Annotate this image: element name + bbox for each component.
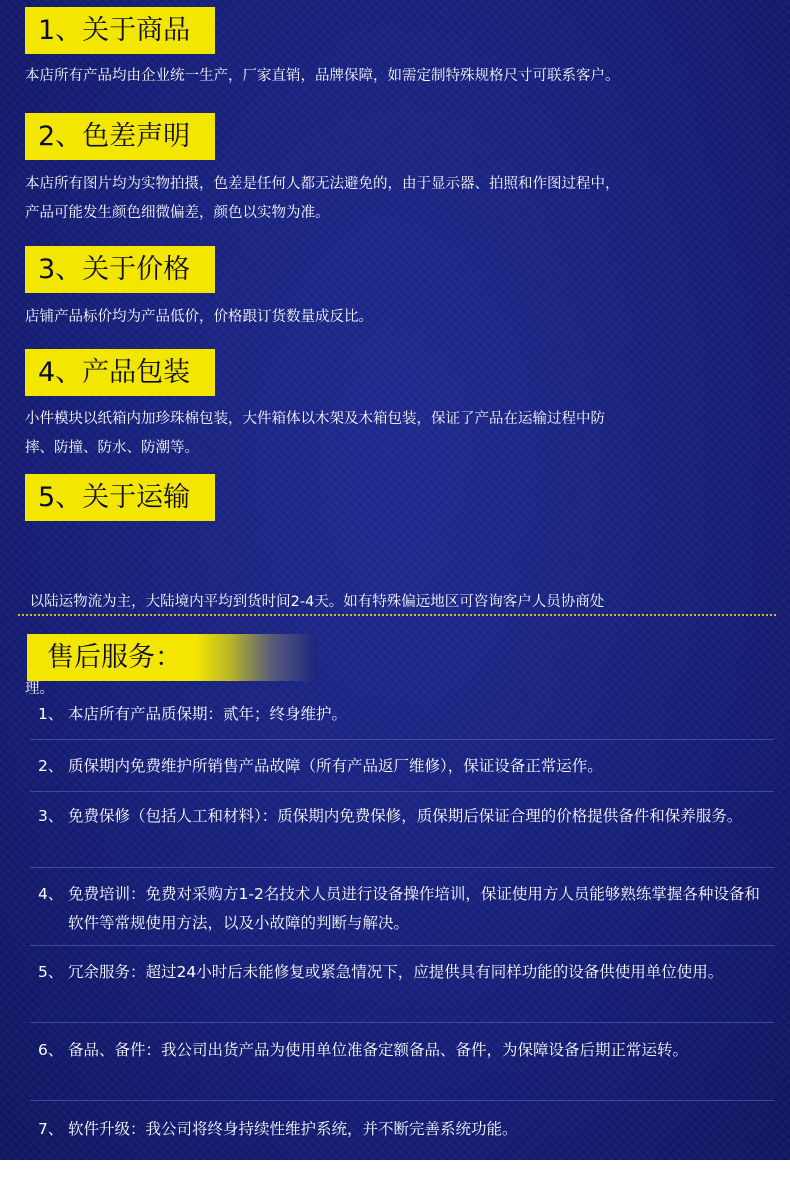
row-separator	[30, 791, 774, 792]
row-separator	[30, 1100, 774, 1101]
text-line: 小件模块以纸箱内加珍珠棉包装，大件箱体以木架及木箱包装，保证了产品在运输过程中防	[25, 411, 605, 427]
dotted-divider	[18, 614, 776, 616]
service-item	[30, 1036, 774, 1094]
section-title-shipping: 5、关于运输	[25, 474, 215, 521]
text-line: 摔、防撞、防水、防潮等。	[25, 440, 199, 456]
item-text: 本店所有产品质保期：贰年；终身维护。	[68, 705, 348, 723]
text-line: 店铺产品标价均为产品低价，价格跟订货数量成反比。	[25, 309, 373, 325]
item-number: 7、	[38, 1120, 64, 1138]
row-separator	[30, 945, 774, 946]
item-text: 免费培训：免费对采购方1-2名技术人员进行设备操作培训，保证使用方人员能够熟练掌握各种设备和软件等常规使用方法，以及小故障的判断与解决。	[68, 885, 760, 932]
text-line: 本店所有产品均由企业统一生产，厂家直销，品牌保障，如需定制特殊规格尺寸可联系客户。	[25, 68, 620, 84]
service-item	[30, 802, 774, 860]
text-line: 本店所有图片均为实物拍摄，色差是任何人都无法避免的，由于显示器、拍照和作图过程中，	[25, 176, 620, 192]
row-separator	[30, 1022, 774, 1023]
item-number: 6、	[38, 1041, 64, 1059]
item-number: 4、	[38, 885, 64, 903]
item-number: 5、	[38, 963, 64, 981]
row-separator	[30, 867, 774, 868]
service-item	[30, 880, 774, 938]
section-title-color-difference: 2、色差声明	[25, 113, 215, 160]
section-title-packaging: 4、产品包装	[25, 349, 215, 396]
text-line: 理。	[25, 681, 54, 697]
section-text-products	[25, 62, 775, 91]
row-separator	[30, 739, 774, 740]
item-text: 备品、备件：我公司出货产品为使用单位准备定额备品、备件，为保障设备后期正常运转。	[68, 1041, 689, 1059]
service-item	[30, 1115, 774, 1144]
service-item	[30, 700, 774, 729]
after-sales-title: 售后服务：	[27, 634, 317, 681]
service-item	[30, 958, 774, 1016]
section-text-color-difference	[25, 170, 775, 228]
item-text: 软件升级：我公司将终身持续性维护系统，并不断完善系统功能。	[68, 1120, 518, 1138]
item-number: 3、	[38, 807, 64, 825]
item-number: 1、	[38, 705, 64, 723]
text-line: 产品可能发生颜色细微偏差，颜色以实物为准。	[25, 205, 330, 221]
item-text: 免费保修（包括人工和材料）：质保期内免费保修，质保期后保证合理的价格提供备件和保养服务。	[68, 807, 743, 825]
item-text: 冗余服务：超过24小时后未能修复或紧急情况下，应提供具有同样功能的设备供使用单位使用。	[68, 963, 724, 981]
text-line: 以陆运物流为主，大陆境内平均到货时间2-4天。如有特殊偏远地区可咨询客户人员协商处	[25, 594, 605, 610]
item-number: 2、	[38, 757, 64, 775]
section-text-price	[25, 303, 775, 332]
section-text-packaging	[25, 405, 775, 463]
service-item	[30, 752, 774, 781]
item-text: 质保期内免费维护所销售产品故障（所有产品返厂维修），保证设备正常运作。	[68, 757, 603, 775]
section-title-price: 3、关于价格	[25, 246, 215, 293]
section-title-products: 1、关于商品	[25, 7, 215, 54]
